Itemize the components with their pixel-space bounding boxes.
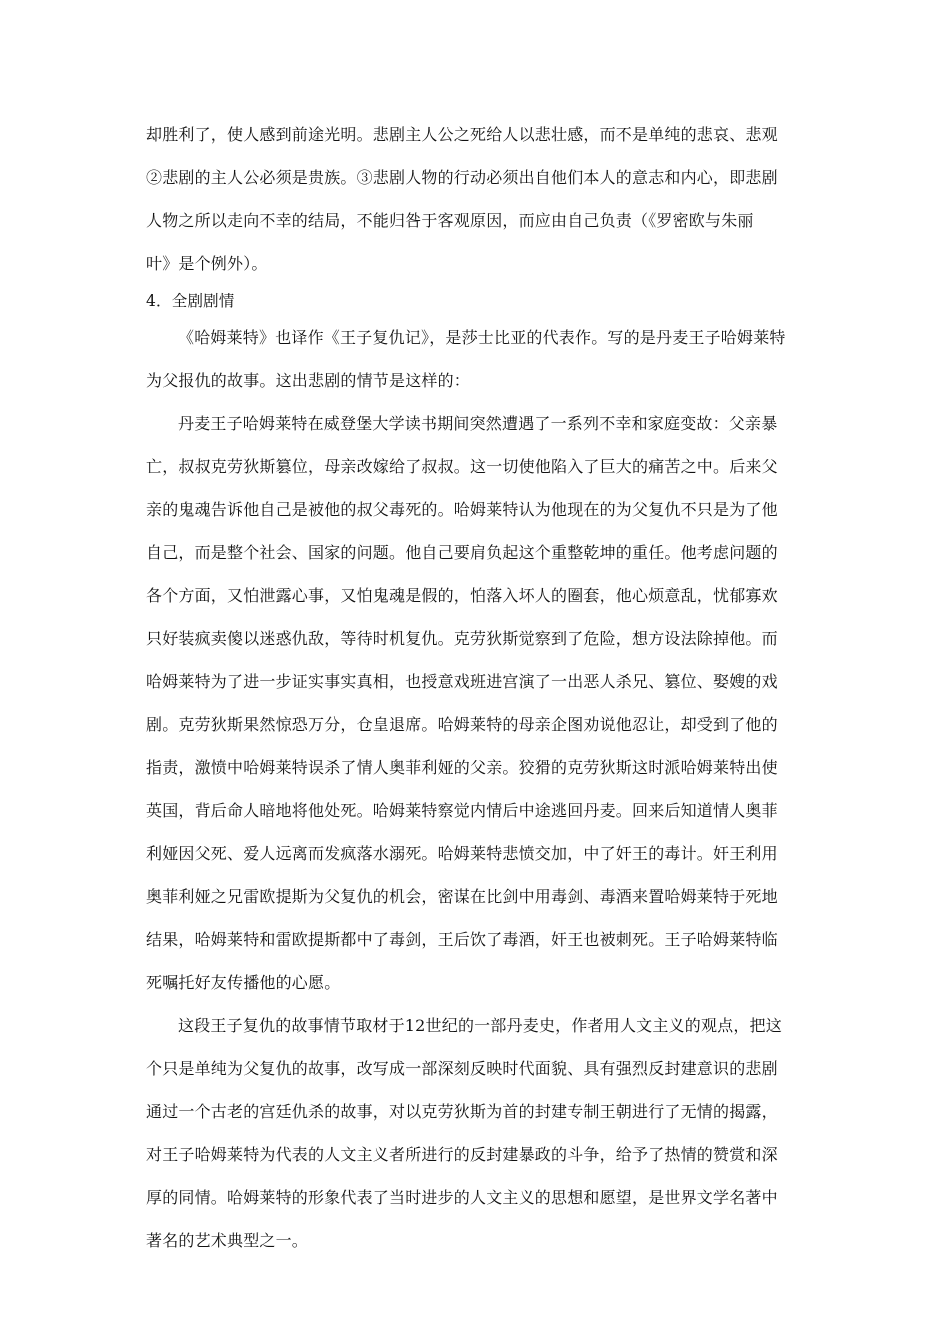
text-line: 剧。克劳狄斯果然惊恐万分，仓皇退席。哈姆莱特的母亲企图劝说他忍让，却受到了他的 bbox=[146, 715, 778, 734]
text-line: 对王子哈姆莱特为代表的人文主义者所进行的反封建暴政的斗争，给予了热情的赞赏和深 bbox=[146, 1145, 778, 1164]
section-heading: 4．全剧剧情 bbox=[146, 292, 235, 310]
text-line: 死嘱托好友传播他的心愿。 bbox=[146, 973, 341, 992]
text-line: 英国，背后命人暗地将他处死。哈姆莱特察觉内情后中途逃回丹麦。回来后知道情人奥菲 bbox=[146, 801, 778, 820]
text-line: 亡，叔叔克劳狄斯篡位，母亲改嫁给了叔叔。这一切使他陷入了巨大的痛苦之中。后来父 bbox=[146, 457, 778, 476]
text-line: 个只是单纯为父复仇的故事，改写成一部深刻反映时代面貌、具有强烈反封建意识的悲剧 bbox=[146, 1059, 778, 1078]
text-line: ②悲剧的主人公必须是贵族。③悲剧人物的行动必须出自他们本人的意志和内心，即悲剧 bbox=[146, 168, 778, 187]
text-line: 各个方面，又怕泄露心事，又怕鬼魂是假的，怕落入坏人的圈套，他心烦意乱，忧郁寡欢 bbox=[146, 586, 778, 605]
text-line: 自己，而是整个社会、国家的问题。他自己要肩负起这个重整乾坤的重任。他考虑问题的 bbox=[146, 543, 778, 562]
text-line: 通过一个古老的宫廷仇杀的故事，对以克劳狄斯为首的封建专制王朝进行了无情的揭露， bbox=[146, 1102, 778, 1121]
text-line: 指责，激愤中哈姆莱特误杀了情人奥菲利娅的父亲。狡猾的克劳狄斯这时派哈姆莱特出使 bbox=[146, 758, 778, 777]
text-line: 结果，哈姆莱特和雷欧提斯都中了毒剑，王后饮了毒酒，奸王也被刺死。王子哈姆莱特临 bbox=[146, 930, 778, 949]
text-line: 哈姆莱特为了进一步证实事实真相，也授意戏班进宫演了一出恶人杀兄、篡位、娶嫂的戏 bbox=[146, 672, 778, 691]
text-line: 人物之所以走向不幸的结局，不能归咎于客观原因，而应由自己负责（《罗密欧与朱丽 bbox=[146, 211, 754, 230]
text-line: 这段王子复仇的故事情节取材于12世纪的一部丹麦史，作者用人文主义的观点，把这 bbox=[178, 1016, 782, 1035]
text-line: 著名的艺术典型之一。 bbox=[146, 1231, 309, 1250]
text-line: 厚的同情。哈姆莱特的形象代表了当时进步的人文主义的思想和愿望，是世界文学名著中 bbox=[146, 1188, 778, 1207]
text-line: 利娅因父死、爱人远离而发疯落水溺死。哈姆莱特悲愤交加，中了奸王的毒计。奸王利用 bbox=[146, 844, 778, 863]
text-line: 却胜利了，使人感到前途光明。悲剧主人公之死给人以悲壮感，而不是单纯的悲哀、悲观 bbox=[146, 125, 778, 144]
text-line: 只好装疯卖傻以迷惑仇敌，等待时机复仇。克劳狄斯觉察到了危险，想方设法除掉他。而 bbox=[146, 629, 778, 648]
text-line: 《哈姆莱特》也译作《王子复仇记》，是莎士比亚的代表作。写的是丹麦王子哈姆莱特 bbox=[178, 328, 786, 347]
text-line: 叶》是个例外）。 bbox=[146, 254, 268, 273]
text-line: 奥菲利娅之兄雷欧提斯为父复仇的机会，密谋在比剑中用毒剑、毒酒来置哈姆莱特于死地 bbox=[146, 887, 778, 906]
text-line: 亲的鬼魂告诉他自己是被他的叔父毒死的。哈姆莱特认为他现在的为父复仇不只是为了他 bbox=[146, 500, 778, 519]
text-line: 丹麦王子哈姆莱特在威登堡大学读书期间突然遭遇了一系列不幸和家庭变故：父亲暴 bbox=[178, 414, 778, 433]
text-line: 为父报仇的故事。这出悲剧的情节是这样的： bbox=[146, 371, 471, 390]
